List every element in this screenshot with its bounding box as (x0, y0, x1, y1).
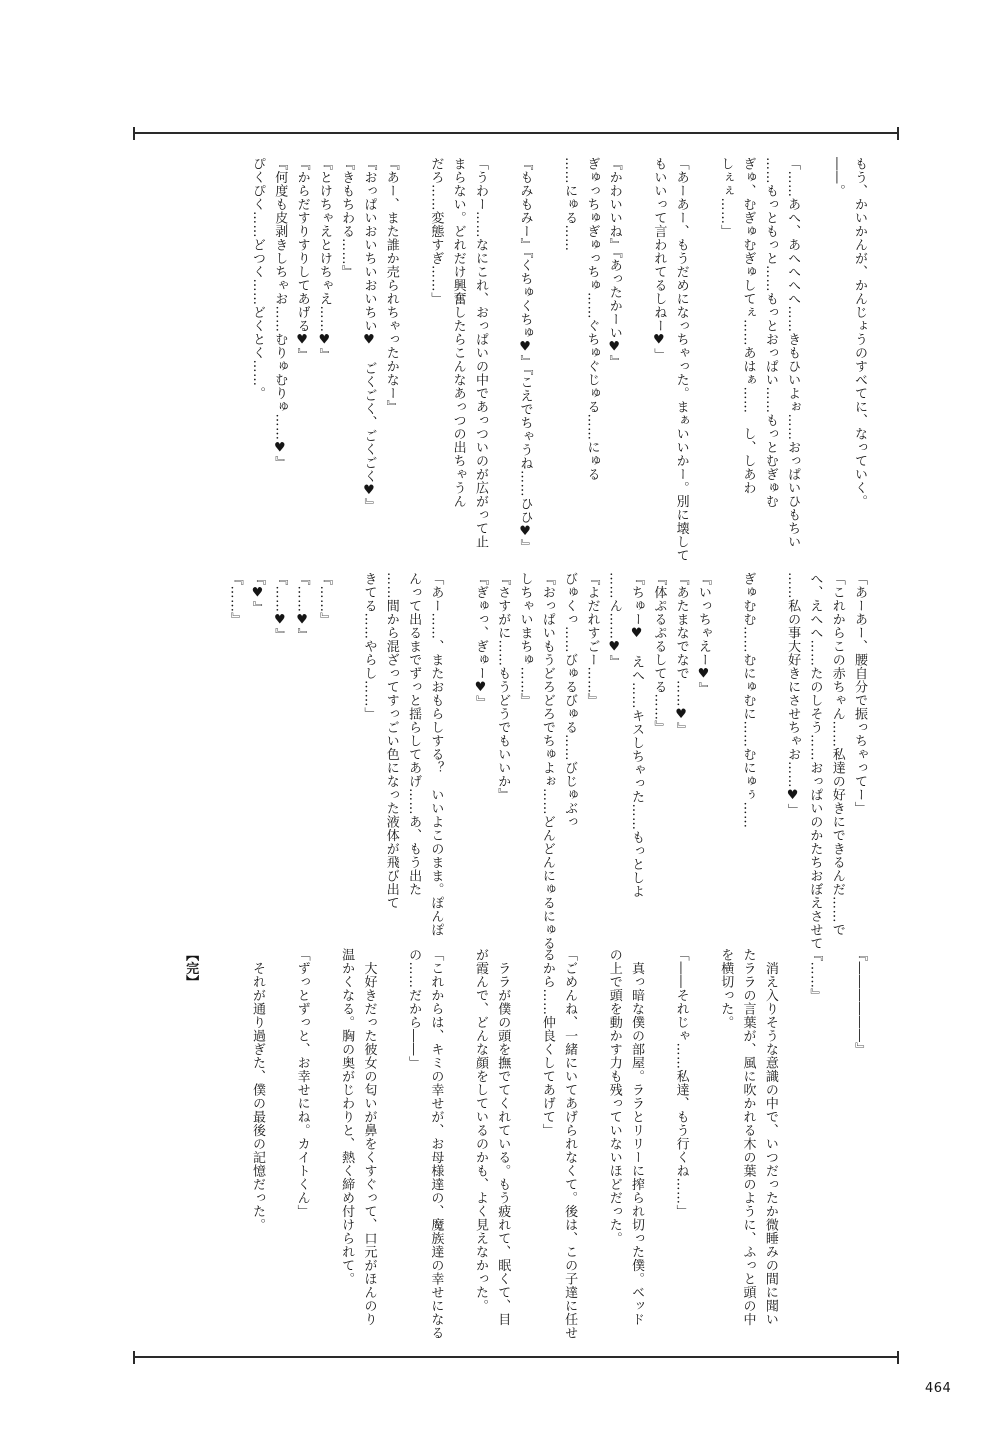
text-line (625, 157, 647, 543)
text-line: だろ……変態すぎ……」 (428, 157, 444, 306)
text-line (223, 948, 245, 1342)
text-line: しちゃいまちゅ……』 (517, 572, 533, 707)
text-line: んって出るまでずっと揺らしてあげ……あ、もう出た (406, 572, 422, 896)
text-line: の上で頭を動かす力も残っていないほどだった。 (606, 948, 622, 1245)
text-line (825, 948, 847, 1342)
text-line: ぎゅむむ……むにゅむに……むにゅぅ…… (740, 572, 756, 829)
text-line (513, 948, 535, 1342)
text-line (379, 948, 401, 1342)
text-line: 『あたまなでなで……♥』 (673, 572, 689, 736)
text-line: 『さすがに……もうどうでもいいか』 (495, 572, 511, 802)
text-line: ……私の事大好きにさせちゃお……♥」 (785, 572, 801, 817)
text-line: ――。 (829, 157, 845, 198)
text-line: 消え入りそうな意識の中で、いつだったか微睡みの間に聞い (762, 948, 778, 1326)
text-line: 『♥』 (249, 572, 265, 615)
text-line: 真っ暗な僕の部屋。ララとリリーに搾られ切った僕。ベッド (629, 948, 645, 1326)
text-line: もう、かいかんが、かんじょうのすべてに、なっていく。 (852, 157, 867, 508)
text-line: 「ずっとずっと、お幸せにね。カイトくん」 (294, 948, 310, 1218)
text-line: ……もっともっと……もっとおっぱい……もっとむぎゅむ (762, 157, 778, 508)
text-line: ……にゅる…… (562, 157, 578, 252)
text-line: ぎゅっちゅぎゅっちゅ……ぐちゅぐじゅる……にゅる (584, 157, 600, 481)
text-line: るから……仲良くしてあげて」 (539, 948, 555, 1137)
text-line (335, 572, 357, 882)
top-rule (133, 132, 899, 134)
text-line: 「これからは、キミの幸せが、お母様達の、魔族達の幸せになる (428, 948, 444, 1340)
text-line (313, 948, 335, 1342)
text-line: ぴくぴく……どつく……どくとく……。 (249, 157, 265, 400)
text-line: 「――それじゃ……私達、もう行くね……」 (673, 948, 689, 1218)
text-line (402, 157, 424, 543)
text-line: 『もみもみー』『くちゅくちゅ♥』『こえでちゃうね……ひひ♥』 (517, 157, 533, 553)
text-block-middle (125, 572, 870, 950)
text-line: 『あー、また誰か売られちゃったかなー』 (383, 157, 399, 414)
text-line: 『かわいいね』『あったかーい♥』 (606, 157, 622, 369)
text-line (759, 572, 781, 882)
text-line: 「……あへ、あへへへへ……きもひいよぉ……おっぱいひもちい (785, 157, 801, 549)
text-line (446, 948, 468, 1342)
text-block-lower (125, 948, 870, 1342)
text-line: を横切った。 (718, 948, 734, 1029)
text-line (714, 572, 736, 882)
text-line: しぇぇ……」 (718, 157, 734, 238)
text-line: 「ごめんね、一緒にいてあげられなくて。後は、この子達に任せ (562, 948, 578, 1340)
text-line (201, 948, 223, 1342)
text-line: 「これからこの赤ちゃん……私達の好きにできるんだ……で (829, 572, 845, 937)
text-line: が霞んで、どんな顔をしているのかも、よく見えなかった。 (472, 948, 488, 1313)
text-line: 温かくなる。胸の奥がじわりと、熱く締め付けられて。 (339, 948, 355, 1286)
page-number: 464 (925, 1381, 952, 1396)
text-line: もいいって言われてるしねー♥」 (651, 157, 667, 362)
text-line: 『……』 (316, 572, 332, 626)
text-line: 大好きだった彼女の匂いが鼻をくすぐって、口元がほんのり (361, 948, 377, 1326)
text-line: 『ちゅー♥ えへ……キスしちゃった……もっとしよ (629, 572, 645, 898)
text-line: の……だから――」 (406, 948, 422, 1070)
text-line (803, 157, 825, 543)
text-line: 『ぎゅっ、ぎゅー♥』 (472, 572, 488, 709)
text-line: 「あーあー、腰自分で振っちゃってー」 (852, 572, 867, 815)
text-line: まらない。どれだけ興奮したらこんなあっつの出ちゃうん (450, 157, 466, 508)
text-line (692, 948, 714, 1342)
text-line: それが通り過ぎた、僕の最後の記憶だった。 (249, 948, 265, 1232)
text-line: 『――――――』 (852, 948, 867, 1056)
text-line: ぎゅ、むぎゅむぎゅしてぇ……あはぁ…… し、しあわ (740, 157, 756, 495)
text-line: ……ん……♥』 (606, 572, 622, 669)
text-line: 『いっちゃえー♥』 (695, 572, 711, 696)
bottom-rule (133, 1356, 899, 1358)
text-line: 「あー……、またおもらしする？ いいよこのまま。ぽんぽ (428, 572, 444, 937)
text-line (647, 948, 669, 1342)
text-line: 『とけちゃえとけちゃえ……♥』 (316, 157, 332, 362)
text-line (536, 157, 558, 543)
text-line: 『何度も皮剥きしちゃお……むりゅむりゅ……♥』 (272, 157, 288, 470)
text-line: 『おっぱいもうどろどろでちゅよぉ……どんどんにゅるにゅる (539, 572, 555, 950)
text-line (491, 157, 513, 543)
text-line: 『……♥』 (294, 572, 310, 642)
text-line: 『おっぱいおいちいおいちい♥ ごくごく、ごくごく♥』 (361, 157, 377, 512)
text-line (692, 157, 714, 543)
text-line: 「あーあー、もうだめになっちゃった。まぁいいかー。別に壊して (673, 157, 689, 562)
text-line: たララの言葉が、風に吹かれる木の葉のように、ふっと頭の中 (740, 948, 756, 1326)
text-line: 『……♥』 (272, 572, 288, 642)
text-line: 『よだれすごー……』 (584, 572, 600, 707)
text-line: 『……』 (227, 572, 243, 626)
end-mark: 【完】 (183, 948, 199, 989)
text-line: へ、えへへ……たのしそう……おっぱいのかたちおぼえさせて (807, 572, 823, 950)
text-line: ララが僕の頭を撫でてくれている。もう疲れて、眠くて、目 (495, 948, 511, 1326)
text-line: きてる……やらし……」 (361, 572, 377, 721)
text-line (268, 948, 290, 1342)
text-line: 『体ぷるぷるしてる……』 (651, 572, 667, 734)
text-line: 『からだすりすりしてあげる♥』 (294, 157, 310, 362)
text-line: 『……』 (807, 948, 823, 1002)
text-line (446, 572, 468, 882)
text-line: 『きもちわる……』 (339, 157, 355, 279)
text-line (781, 948, 803, 1342)
text-line: びゅくっ……びゅるびゅる……びじゅぶっ (562, 572, 578, 829)
text-block-upper (125, 157, 870, 562)
text-line: ……間から混ざってすっごい色になった液体が飛び出て (383, 572, 399, 910)
text-line: 「うわー……なにこれ、おっぱいの中であっついのが広がって止 (472, 157, 488, 549)
text-line (580, 948, 602, 1342)
